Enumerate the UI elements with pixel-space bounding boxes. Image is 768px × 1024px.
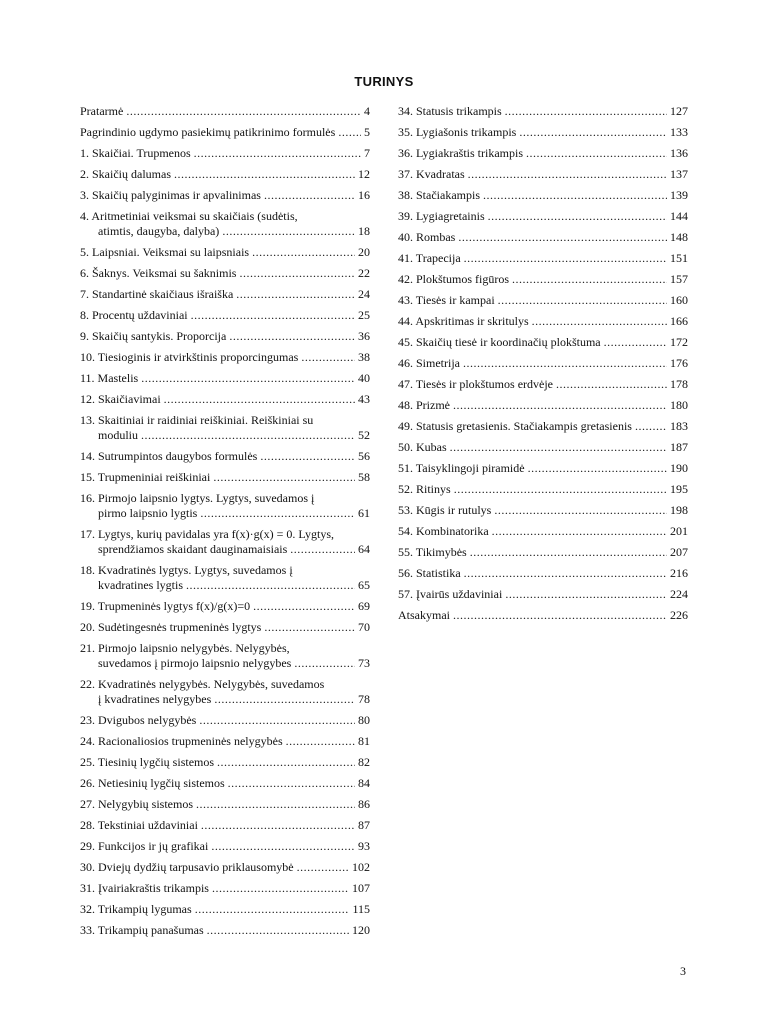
dot-leader: [264, 620, 355, 635]
toc-entry-title: 9. Skaičių santykis. Proporcija: [80, 329, 227, 343]
toc-entry-title: 10. Tiesioginis ir atvirkštinis proporcingumas: [80, 350, 299, 364]
dot-leader: [211, 839, 355, 854]
toc-entry: [398, 482, 688, 497]
toc-entry-title: 49. Statusis gretasienis. Stačiakampis gretasienis: [398, 419, 632, 433]
toc-entry: [80, 209, 370, 239]
dot-leader: [463, 356, 667, 371]
dot-leader: [464, 251, 667, 266]
toc-entry: [398, 356, 688, 371]
toc-entry-title: 8. Procentų uždaviniai: [80, 308, 188, 322]
dot-leader: [199, 713, 355, 728]
toc-entry: [80, 818, 370, 833]
toc-entry: [398, 104, 688, 119]
dot-leader: [604, 335, 667, 350]
toc-entry-title: atimtis, daugyba, dalyba): [98, 224, 220, 238]
dot-leader: [222, 224, 355, 239]
toc-entry-page: 4: [364, 104, 370, 118]
toc-entry: [398, 398, 688, 413]
toc-entry-title: 19. Trupmeninės lygtys f(x)/g(x)=0: [80, 599, 251, 613]
toc-entry: [80, 755, 370, 770]
toc-entry-page: 5: [364, 125, 370, 139]
page-title: TURINYS: [354, 74, 414, 89]
toc-entry: [398, 503, 688, 518]
toc-entry: [80, 599, 370, 614]
toc-entry: [80, 413, 370, 443]
toc-entry-title: moduliu: [98, 428, 139, 442]
toc-entry-page: 151: [670, 251, 688, 265]
toc-entry-page: 107: [352, 881, 370, 895]
toc-entry-page: 24: [358, 287, 370, 301]
dot-leader: [290, 542, 355, 557]
toc-entry-page: 139: [670, 188, 688, 202]
toc-entry-title: 42. Plokštumos figūros: [398, 272, 510, 286]
toc-entry-page: 148: [670, 230, 688, 244]
toc-entry: [80, 881, 370, 896]
dot-leader: [236, 287, 355, 302]
toc-entry: [398, 293, 688, 308]
toc-entry: [80, 371, 370, 386]
toc-entry: [80, 641, 370, 671]
dot-leader: [260, 449, 355, 464]
toc-entry-title: 22. Kvadratinės nelygybės. Nelygybės, suvedamos: [80, 677, 325, 691]
dot-leader: [301, 350, 355, 365]
toc-entry-page: 176: [670, 356, 688, 370]
toc-entry-title: Atsakymai: [398, 608, 450, 622]
dot-leader: [191, 308, 355, 323]
dot-leader: [200, 506, 355, 521]
toc-entry-page: 120: [352, 923, 370, 937]
toc-entry-title: 53. Kūgis ir rutulys: [398, 503, 492, 517]
toc-entry: [80, 329, 370, 344]
dot-leader: [556, 377, 667, 392]
dot-leader: [126, 104, 361, 119]
toc-entry: [398, 272, 688, 287]
toc-entry: [80, 713, 370, 728]
toc-entry: [80, 677, 370, 707]
toc-entry: [398, 209, 688, 224]
toc-entry: [398, 419, 688, 434]
toc-entry-page: 22: [358, 266, 370, 280]
dot-leader: [228, 776, 355, 791]
toc-entry-page: 226: [670, 608, 688, 622]
toc-entry-title: 40. Rombas: [398, 230, 456, 244]
toc-entry-page: 52: [358, 428, 370, 442]
dot-leader: [217, 755, 355, 770]
dot-leader: [338, 125, 361, 140]
toc-entry-title: 57. Įvairūs uždaviniai: [398, 587, 503, 601]
toc-entry-page: 224: [670, 587, 688, 601]
dot-leader: [528, 461, 667, 476]
toc-entry-title: 27. Nelygybių sistemos: [80, 797, 193, 811]
toc-entry-title: 50. Kubas: [398, 440, 447, 454]
dot-leader: [264, 188, 355, 203]
toc-entry: [80, 839, 370, 854]
toc-entry: [80, 620, 370, 635]
toc-entry: [398, 566, 688, 581]
dot-leader: [526, 146, 667, 161]
dot-leader: [141, 428, 355, 443]
toc-entry: [80, 188, 370, 203]
toc-entry: [398, 314, 688, 329]
toc-entry-page: 73: [358, 656, 370, 670]
toc-entry: [398, 461, 688, 476]
toc-entry-page: 56: [358, 449, 370, 463]
toc-entry-title: 29. Funkcijos ir jų grafikai: [80, 839, 209, 853]
dot-leader: [229, 329, 355, 344]
page-number: 3: [680, 964, 686, 978]
dot-leader: [253, 599, 355, 614]
toc-entry-title: 37. Kvadratas: [398, 167, 465, 181]
dot-leader: [141, 371, 355, 386]
toc-entry-page: 157: [670, 272, 688, 286]
toc-entry-title: kvadratines lygtis: [98, 578, 183, 592]
dot-leader: [532, 314, 667, 329]
toc-entry-title: 54. Kombinatorika: [398, 524, 489, 538]
dot-leader: [297, 860, 349, 875]
toc-entry-title: 47. Tiesės ir plokštumos erdvėje: [398, 377, 553, 391]
toc-entry: [80, 860, 370, 875]
toc-entry: [80, 527, 370, 557]
toc-entry-page: 16: [358, 188, 370, 202]
toc-entry-page: 195: [670, 482, 688, 496]
toc-entry-title: 28. Tekstiniai uždaviniai: [80, 818, 198, 832]
dot-leader: [494, 503, 667, 518]
toc-entry-page: 69: [358, 599, 370, 613]
toc-entry-title: 16. Pirmojo laipsnio lygtys. Lygtys, suvedamos į: [80, 491, 315, 505]
toc-entry: [80, 734, 370, 749]
toc-entry-title: 46. Simetrija: [398, 356, 460, 370]
toc-entry-page: 80: [358, 713, 370, 727]
toc-entry-page: 87: [358, 818, 370, 832]
toc-entry: [398, 524, 688, 539]
toc-entry: [398, 545, 688, 560]
toc-entry-title: 20. Sudėtingesnės trupmeninės lygtys: [80, 620, 262, 634]
toc-entry-page: 12: [358, 167, 370, 181]
toc-entry-title: 21. Pirmojo laipsnio nelygybės. Nelygybės,: [80, 641, 290, 655]
toc-entry-title: 23. Dvigubos nelygybės: [80, 713, 197, 727]
dot-leader: [458, 230, 667, 245]
toc-entry-title: 15. Trupmeniniai reiškiniai: [80, 470, 211, 484]
dot-leader: [212, 881, 349, 896]
toc-entry-title: 30. Dviejų dydžių tarpusavio priklausomybė: [80, 860, 294, 874]
toc-entry: [80, 146, 370, 161]
toc-entry: [80, 308, 370, 323]
dot-leader: [239, 266, 355, 281]
toc-entry-page: 198: [670, 503, 688, 517]
toc-entry-title: 34. Statusis trikampis: [398, 104, 502, 118]
toc-entry: [80, 266, 370, 281]
toc-entry-page: 93: [358, 839, 370, 853]
toc-entry-title: 48. Prizmė: [398, 398, 450, 412]
dot-leader: [286, 734, 355, 749]
toc-entry: [80, 245, 370, 260]
toc-entry-title: 3. Skaičių palyginimas ir apvalinimas: [80, 188, 261, 202]
dot-leader: [214, 692, 355, 707]
toc-entry: [398, 125, 688, 140]
toc-entry-page: 178: [670, 377, 688, 391]
toc-entry-title: 43. Tiesės ir kampai: [398, 293, 495, 307]
toc-entry-title: 2. Skaičių dalumas: [80, 167, 171, 181]
toc-entry-page: 180: [670, 398, 688, 412]
dot-leader: [468, 167, 667, 182]
toc-entry: [80, 902, 370, 917]
toc-entry-page: 78: [358, 692, 370, 706]
toc-entry-title: 36. Lygiakraštis trikampis: [398, 146, 523, 160]
toc-left-column: [80, 104, 370, 944]
toc-entry-page: 58: [358, 470, 370, 484]
toc-entry-title: 38. Stačiakampis: [398, 188, 480, 202]
dot-leader: [196, 797, 355, 812]
dot-leader: [470, 545, 667, 560]
toc-entry-page: 20: [358, 245, 370, 259]
toc-entry-page: 102: [352, 860, 370, 874]
toc-entry-page: 160: [670, 293, 688, 307]
toc-entry-page: 7: [364, 146, 370, 160]
toc-entry-page: 86: [358, 797, 370, 811]
toc-entry-title: pirmo laipsnio lygtis: [98, 506, 198, 520]
toc-entry-page: 207: [670, 545, 688, 559]
toc-entry: [80, 167, 370, 182]
toc-entry: [398, 251, 688, 266]
toc-entry-page: 216: [670, 566, 688, 580]
toc-entry-title: 39. Lygiagretainis: [398, 209, 485, 223]
toc-entry-page: 81: [358, 734, 370, 748]
dot-leader: [453, 398, 667, 413]
toc-entry-page: 136: [670, 146, 688, 160]
toc-entry: [80, 125, 370, 140]
toc-entry-page: 38: [358, 350, 370, 364]
toc-entry-title: 7. Standartinė skaičiaus išraiška: [80, 287, 234, 301]
toc-entry: [398, 377, 688, 392]
toc-entry-title: 6. Šaknys. Veiksmai su šaknimis: [80, 266, 237, 280]
toc-entry-title: 1. Skaičiai. Trupmenos: [80, 146, 191, 160]
toc-entry-title: 33. Trikampių panašumas: [80, 923, 204, 937]
toc-entry-page: 190: [670, 461, 688, 475]
toc-entry-title: 18. Kvadratinės lygtys. Lygtys, suvedamos į: [80, 563, 293, 577]
toc-entry-title: 45. Skaičių tiesė ir koordinačių plokštuma: [398, 335, 601, 349]
dot-leader: [201, 818, 355, 833]
toc-entry-page: 65: [358, 578, 370, 592]
toc-entry: [80, 563, 370, 593]
dot-leader: [505, 587, 667, 602]
toc-entry: [80, 104, 370, 119]
dot-leader: [194, 146, 361, 161]
toc-entry: [398, 335, 688, 350]
toc-entry-page: 61: [358, 506, 370, 520]
dot-leader: [488, 209, 667, 224]
toc-entry: [80, 923, 370, 938]
toc-entry: [80, 470, 370, 485]
dot-leader: [454, 482, 667, 497]
dot-leader: [213, 470, 355, 485]
toc-entry-page: 18: [358, 224, 370, 238]
toc-entry-title: 17. Lygtys, kurių pavidalas yra f(x)·g(x) = 0. Lygtys,: [80, 527, 335, 541]
dot-leader: [195, 902, 350, 917]
toc-entry-title: 5. Laipsniai. Veiksmai su laipsniais: [80, 245, 250, 259]
toc-entry-title: Pratarmė: [80, 104, 124, 118]
toc-entry: [398, 440, 688, 455]
toc-entry: [80, 776, 370, 791]
toc-entry-page: 64: [358, 542, 370, 556]
toc-entry-page: 137: [670, 167, 688, 181]
toc-entry: [398, 188, 688, 203]
toc-entry-title: 52. Ritinys: [398, 482, 451, 496]
toc-entry-page: 166: [670, 314, 688, 328]
toc-entry-page: 187: [670, 440, 688, 454]
toc-entry: [80, 449, 370, 464]
toc-entry-title: suvedamos į pirmojo laipsnio nelygybes: [98, 656, 292, 670]
toc-entry-page: 172: [670, 335, 688, 349]
dot-leader: [252, 245, 355, 260]
toc-entry-title: Pagrindinio ugdymo pasiekimų patikrinimo formulės: [80, 125, 336, 139]
toc-entry-title: 41. Trapecija: [398, 251, 461, 265]
toc-entry-title: 24. Racionaliosios trupmeninės nelygybės: [80, 734, 283, 748]
toc-entry: [80, 350, 370, 365]
toc-entry-title: 51. Taisyklingoji piramidė: [398, 461, 525, 475]
toc-entry-title: 31. Įvairiakraštis trikampis: [80, 881, 209, 895]
toc-entry-title: į kvadratines nelygybes: [98, 692, 212, 706]
toc-entry-page: 43: [358, 392, 370, 406]
toc-entry-title: 32. Trikampių lygumas: [80, 902, 192, 916]
dot-leader: [294, 656, 355, 671]
toc-entry-title: 55. Tikimybės: [398, 545, 467, 559]
toc-entry: [398, 608, 688, 623]
toc-entry-title: 44. Apskritimas ir skritulys: [398, 314, 529, 328]
toc-entry-page: 115: [352, 902, 370, 916]
toc-entry: [398, 230, 688, 245]
toc-entry-page: 127: [670, 104, 688, 118]
dot-leader: [464, 566, 667, 581]
dot-leader: [505, 104, 667, 119]
dot-leader: [498, 293, 667, 308]
dot-leader: [164, 392, 355, 407]
toc-right-column: [398, 104, 688, 629]
dot-leader: [519, 125, 667, 140]
dot-leader: [635, 419, 667, 434]
dot-leader: [453, 608, 667, 623]
toc-entry: [80, 797, 370, 812]
toc-entry-page: 183: [670, 419, 688, 433]
dot-leader: [450, 440, 667, 455]
toc-entry-title: 26. Netiesinių lygčių sistemos: [80, 776, 225, 790]
toc-entry-title: 11. Mastelis: [80, 371, 139, 385]
dot-leader: [492, 524, 667, 539]
dot-leader: [186, 578, 355, 593]
dot-leader: [207, 923, 349, 938]
toc-entry-title: 56. Statistika: [398, 566, 461, 580]
toc-entry-title: 12. Skaičiavimai: [80, 392, 161, 406]
toc-entry-page: 82: [358, 755, 370, 769]
toc-entry-page: 70: [358, 620, 370, 634]
toc-entry-page: 40: [358, 371, 370, 385]
toc-entry-page: 133: [670, 125, 688, 139]
toc-entry-page: 201: [670, 524, 688, 538]
toc-entry-page: 25: [358, 308, 370, 322]
toc-entry-page: 84: [358, 776, 370, 790]
toc-entry: [80, 287, 370, 302]
toc-entry-page: 144: [670, 209, 688, 223]
toc-entry-title: 13. Skaitiniai ir raidiniai reiškiniai. Reiškiniai su: [80, 413, 314, 427]
toc-entry-title: 14. Sutrumpintos daugybos formulės: [80, 449, 258, 463]
dot-leader: [174, 167, 355, 182]
toc-entry-title: sprendžiamos skaidant dauginamaisiais: [98, 542, 288, 556]
toc-entry-title: 25. Tiesinių lygčių sistemos: [80, 755, 215, 769]
toc-entry: [398, 167, 688, 182]
toc-entry: [398, 146, 688, 161]
toc-entry: [80, 491, 370, 521]
dot-leader: [483, 188, 667, 203]
toc-entry: [80, 392, 370, 407]
toc-entry-title: 4. Aritmetiniai veiksmai su skaičiais (sudėtis,: [80, 209, 298, 223]
dot-leader: [512, 272, 667, 287]
toc-entry-title: 35. Lygiašonis trikampis: [398, 125, 517, 139]
toc-entry-page: 36: [358, 329, 370, 343]
toc-entry: [398, 587, 688, 602]
